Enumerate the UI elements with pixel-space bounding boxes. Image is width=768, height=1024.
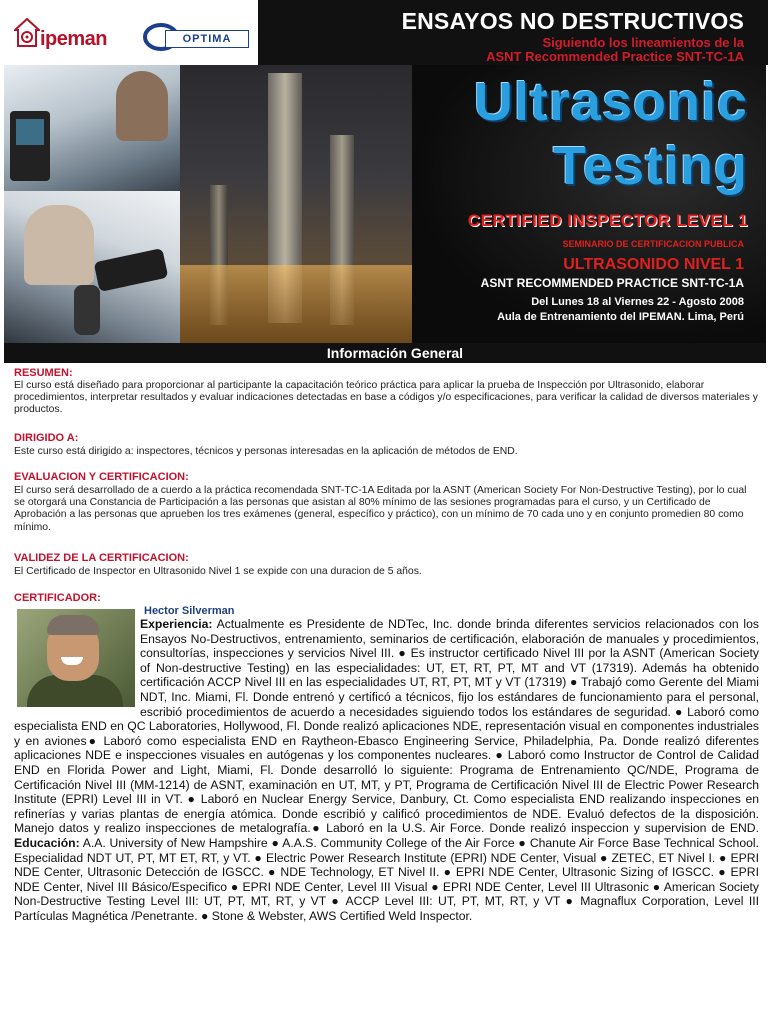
ipeman-house-icon [14,18,40,48]
certified-level-heading: CERTIFIED INSPECTOR LEVEL 1 [467,211,748,230]
certifier-name: Hector Silverman [144,605,235,617]
seminario-label: SEMINARIO DE CERTIFICACION PUBLICA [562,239,744,249]
header-title-band [258,0,768,65]
header-subtitle-line1: Siguiendo los lineamientos de la [542,35,744,50]
validez-text: El Certificado de Inspector en Ultrasonido Nivel 1 se expide con una duracion de 5 años. [14,566,422,577]
hero-banner [4,65,766,343]
hero-title-line1: Ultrasonic [473,72,748,132]
course-location: Aula de Entrenamiento del IPEMAN. Lima, Perú [497,311,744,323]
hero-text-panel [412,65,766,343]
dirigido-text: Este curso está dirigido a: inspectores, técnicos y personas interesadas en la aplicación de métodos de END. [14,446,518,457]
evaluacion-text: El curso será desarrollado de a cuerdo a la práctica recomendada SNT-TC-1A Editada por la ASNT (American Society For Non-Destructive Testing), por lo cual se otorgará una Constancia de Participación a las personas que asistan al 80% mínimo de las sesiones programadas para el curso, y un Certificado de Aprobación a las personas que aprueben los tres exámenes (general, específico y práctico), con un mínimo de 70 cada uno y en conjunto promedien 80 como mínimo. [14,485,747,533]
certifier-bio [14,617,759,923]
educacion-label: Educación: [14,835,80,850]
course-dates: Del Lunes 18 al Viernes 22 - Agosto 2008 [531,296,744,308]
ipeman-logo [14,14,134,58]
page-header [0,0,768,65]
header-subtitle-line2: ASNT Recommended Practice SNT-TC-1A [486,49,744,64]
educacion-text: A.A. University of New Hampshire ● A.A.S. Community College of the Air Force ● Chanute Air Force Base Technical School. Especialidad NDT UT, PT, MT ET, RT, y VT. ● Electric Power Research Institute (EPRI) NDE Center, Visual ● ZETEC, ET Nivel I. ● EPRI NDE Center, Ultrasonic Detección de IGSCC. ● NDE Technology, ET Nivel II. ● EPRI NDE Center, Ultrasonic Sizing of IGSCC. ● EPRI NDE Center, Nivel III Básico/Especifico ● EPRI NDE Center, Level III Visual ● EPRI NDE Center, Level III Ultrasonic ● American Society Non-Destructive Testing Level III: UT, PT, MT, RT, y VT ● ACCP Level III: UT, PT, MT, RT, y VT ● Magnaflux Corporation, Level III Partículas Magnética /Penetrante. ● Stone & Webster, AWS Certified Weld Inspector. [14,835,759,923]
validez-heading: VALIDEZ DE LA CERTIFICACION: [14,552,189,564]
dirigido-heading: DIRIGIDO A: [14,432,79,444]
evaluacion-heading: EVALUACION Y CERTIFICACION: [14,471,189,483]
refinery-photo [180,65,412,343]
resumen-text: El curso está diseñado para proporcionar al participante la capacitación teórico práctica para aplicar la prueba de Inspección por Ultrasonido, elaborar procedimientos, interpretar resultados y evaluar indicaciones detectadas en base a códigos y/o especificaciones, para verificar la calidad de diversos materiales y productos. [14,380,758,416]
header-title: ENSAYOS NO DESTRUCTIVOS [401,8,744,34]
section-bar [4,343,766,363]
experiencia-label: Experiencia: [140,617,213,631]
resumen-heading: RESUMEN: [14,367,73,379]
optima-logo [143,22,253,52]
hero-title-line2: Testing [553,136,748,196]
experiencia-text: Actualmente es Presidente de NDTec, Inc. donde brinda diferentes servicios relacionados con los Ensayos No-Destructivos, entrenamiento, seminarios de certificación, elaboración de manuales y procedimientos, consultorías, inspecciones y servicios Nivel III. ● Es instructor certificado Nivel III por la ASNT (American Society of Non-destructive Testing) en las especialidades: UT, ET, RT, PT, MT and VT (17319). Además ha obtenido certificación ACCP Nivel III en las especialidades UT, RT, PT, MT y VT (17319) ● Trabajó como Gerente del Miami NDT, Inc. Miami, Fl. Donde entrenó y certificó a técnicos, fijo los estándares de funcionamiento para el personal, escribió procedimientos de acuerdo a necesidades siguiendo todos los estándares de seguridad. ● Laboró como especialista END en QC Laboratories, Hollywood, Fl. Donde realizó aplicaciones NDE, representación visual en componentes industriales y en aviones● Laboró como especialista END en Raytheon-Ebasco Engineering Service, Philadelphia, Pa. Donde realizó diferentes aplicaciones NDE e inspecciones visuales en autógenas y los componentes nucleares. ● Laboró como Instructor de Control de Calidad END en Florida Power and Light, Miami, Fl. Donde desarrolló lo siguiente: Programa de Entrenamiento QC/NDE, Programa de Certificación Nivel III (MM-1214) de ASNT, examinación en UT, MT, y PT, Programa de Certificación Nivel III de Electric Power Research Institute (EPRI) Level III in VT. ● Laboró en Nuclear Energy Service, Danbury, Ct. Como especialista END realizando inspecciones en refinerías y varias plantas de energía atómica. Donde escribió y calificó procedimientos de NDE. Evaluó defectos de la disposición. Manejo datos y realizo inspecciones de metalografía.● Laboró en la U.S. Air Force. Donde realizó inspeccion y supervision de END. [14,617,759,836]
optima-wordmark: OPTIMA [165,30,249,48]
section-bar-title: Información General [326,345,464,361]
ipeman-wordmark: ipeman [40,28,108,50]
course-level: ULTRASONIDO NIVEL 1 [563,256,744,273]
certificador-heading: CERTIFICADOR: [14,592,101,604]
asnt-practice: ASNT RECOMMENDED PRACTICE SNT-TC-1A [480,276,744,290]
training-photo [4,65,180,343]
